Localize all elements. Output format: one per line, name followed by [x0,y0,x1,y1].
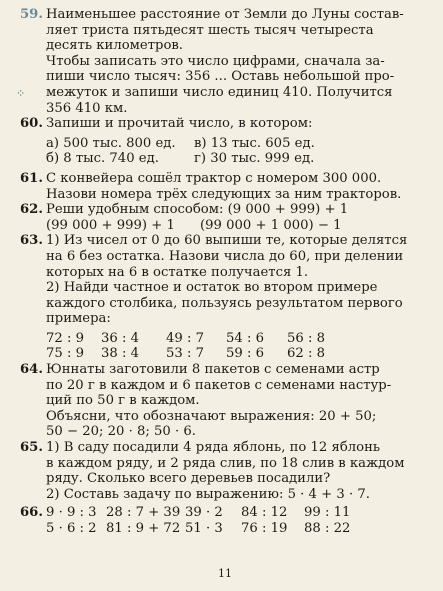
option-a: а) 500 тыс. 800 ед. [46,135,176,151]
exercise-number: 62. [20,202,43,218]
exercise-63: 63. 1) Из чисел от 0 до 60 выпиши те, которые делятся на 6 без остатка. Назови числа до 60, при делении которых на 6 в остатке получается 1. 2) Найди частное и остаток во втором примере каждого столбика, пользуясь результатом первого примера: 72 : 9 36 : 4 49 : 7 54 : 6 56 : 8 75 : 9 38 : 4 53 : 7 59 : 6 62 : 8 [20,233,429,362]
exercise-number: 66. [20,505,43,521]
exercise-64: 64. Юннаты заготовили 8 пакетов с семенами астр по 20 г в каждом и 6 пакетов с семенами настур- ций по 50 г в каждом. Объясни, что обозначают выражения: 20 + 50; 50 − 20; 20 · 8; 50 · 6. [20,362,392,440]
exercise-59: 59. Наименьшее расстояние от Земли до Луны состав- ляет триста пятьдесят шесть тысяч четыреста десять километров. Чтобы записать это число цифрами, сначала за- пиши число тысяч: 356 ... Оставь небольшой про- межуток и запиши число единиц 410. Получится 356 410 км. [20,7,404,116]
exercise-66 [20,505,429,536]
exercise-61: 61. С конвейера сошёл трактор с номером 300 000. Назови номера трёх следующих за ним тракторов. [20,170,402,202]
exercise-number: 60. [20,116,43,132]
exercise-62: 62. Реши удобным способом: (9 000 + 999) + 1 (99 000 + 999) + 1 (99 000 + 1 000) − 1 [20,202,349,233]
exercise-number: 64. [20,362,43,378]
option-g: г) 30 тыс. 999 ед. [194,151,315,167]
page-number: 11 [218,567,232,580]
exercise-65: 65. 1) В саду посадили 4 ряда яблонь, по 12 яблонь в каждом ряду, и 2 ряда слив, по 18 слив в каждом ряду. Сколько всего деревьев посадили? 2) Составь задачу по выражению: 5 · 4 + 3 · 7. [20,440,405,502]
exercise-number: 61. [20,170,43,186]
margin-mark: ⁘ [16,87,26,100]
exercise-60: 60. Запиши и прочитай число, в котором: а) 500 тыс. 800 ед. в) 13 тыс. 605 ед. б) 8 тыс. 740 ед. г) 30 тыс. 999 ед. [20,116,429,171]
exercise-number: 65. [20,440,43,456]
expression-grid: 66. 9 · 9 : 3 28 : 7 + 39 39 · 2 84 : 12 99 : 11 5 · 6 : 2 81 : 9 + 72 51 · 3 76 : 19 88 : 22 [20,505,351,536]
exercise-number: 63. [20,233,43,249]
division-examples: 72 : 9 36 : 4 49 : 7 54 : 6 56 : 8 75 : 9 38 : 4 53 : 7 59 : 6 62 : 8 [46,330,325,362]
option-v: в) 13 тыс. 605 ед. [194,135,315,151]
answer-options [20,136,429,167]
option-b: б) 8 тыс. 740 ед. [46,151,159,167]
exercise-number: 59. [20,7,43,22]
